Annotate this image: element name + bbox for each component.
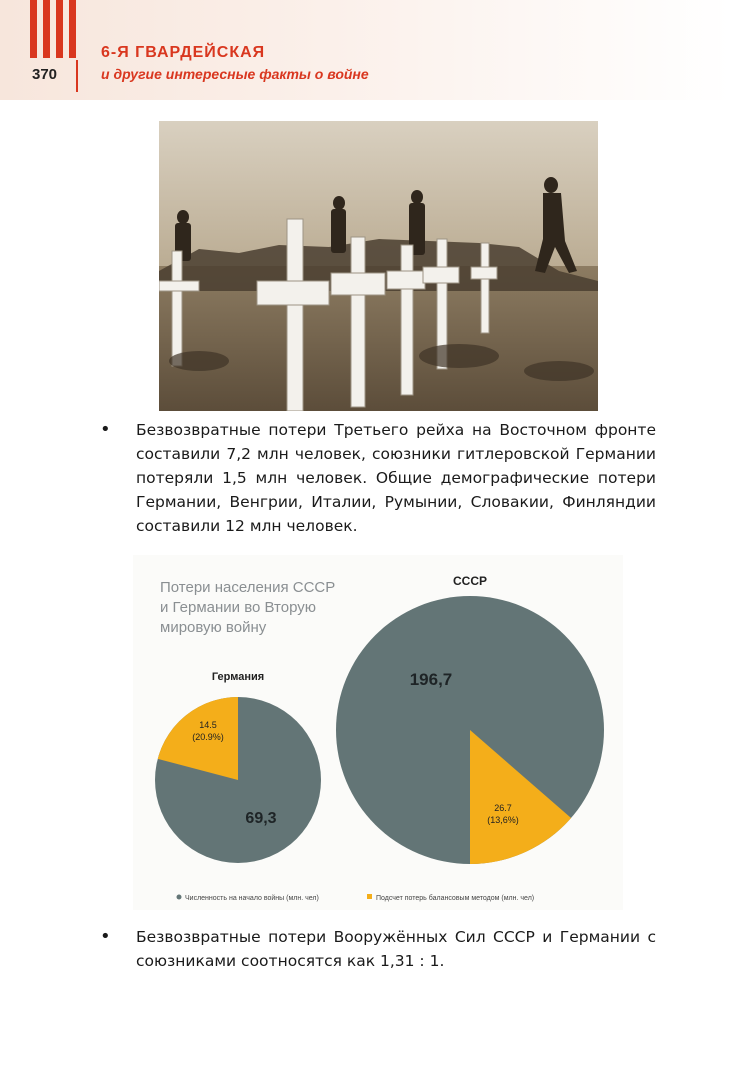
value-label-germany-losses-2: (20.9%) [192,732,224,742]
header-stripes [30,0,78,58]
value-label-ussr-population: 196,7 [409,670,453,689]
bullet-2: • [100,926,111,947]
legend-label-population: Численность на начало войны (млн. чел) [185,895,319,902]
value-label-ussr-losses-1: 26.7 [494,803,512,813]
header-divider [76,60,78,92]
legend-swatch-losses [367,894,372,899]
legend-swatch-population [177,895,182,900]
pie-label-ussr: СССР [452,574,488,588]
paragraph-losses-reich: Безвозвратные потери Третьего рейха на Восточном фронте составили 7,2 млн человек, союзники гитлеровской Германии потеряли 1,5 млн человек. Общие демографические потери Германии, Венгрии, Италии, Румынии, Словакии, Финляндии составили 12 млн человек. [136,421,656,535]
pie-label-germany: Германия [211,671,265,683]
paragraph-losses-ratio: Безвозвратные потери Вооружённых Сил СССР и Германии с союзниками соотносятся как 1,31 : 1. [136,928,656,970]
value-label-germany-losses-1: 14.5 [199,720,217,730]
running-subtitle: и другие интересные факты о войне [101,66,369,82]
legend-label-losses: Подсчет потерь балансовым методом (млн. чел) [376,895,535,902]
value-label-ussr-losses-2: (13,6%) [487,815,519,825]
value-label-germany-population: 69,3 [245,810,277,827]
page-number: 370 [32,66,58,83]
running-title: 6-Я ГВАРДЕЙСКАЯ [101,44,266,61]
chart-title-line-2: и Германии во Вторую [160,599,316,616]
chart-title-line-1: Потери населения СССР [160,579,336,596]
wwii-grave-crosses-photo [159,121,598,411]
chart-title-line-3: мировую войну [160,619,267,636]
population-loss-chart [133,555,623,910]
bullet-1: • [100,419,111,440]
